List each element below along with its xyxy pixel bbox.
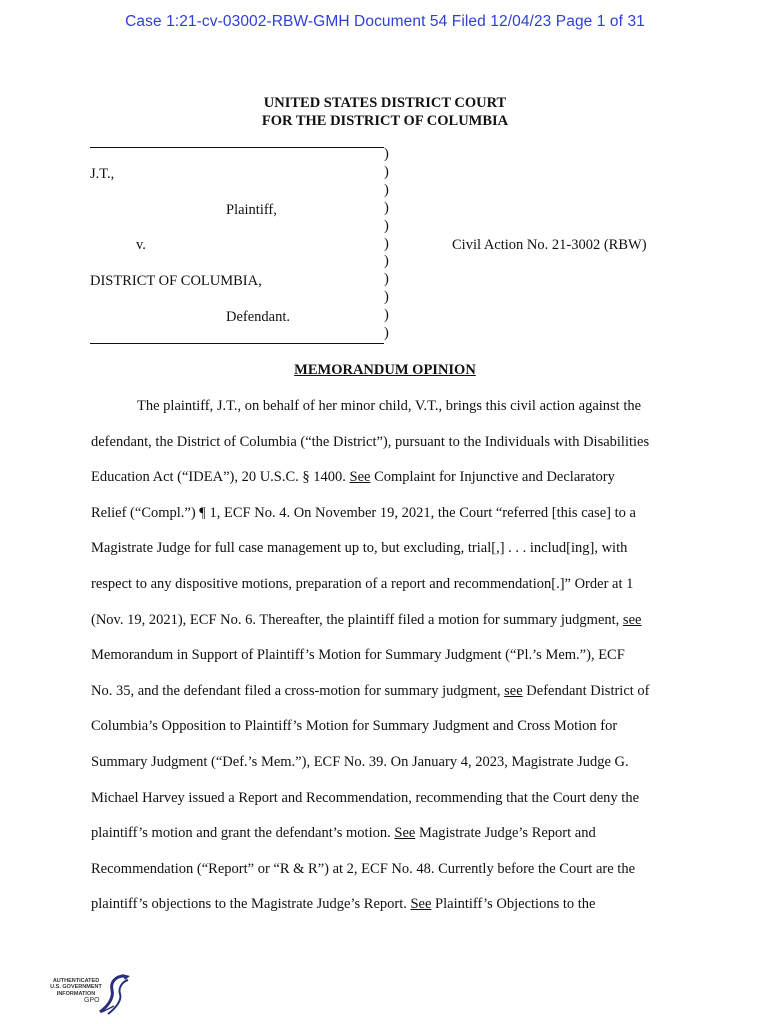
signal-word: See bbox=[394, 825, 416, 842]
body-text-segment: Summary Judgment (“Def.’s Mem.”), ECF No. 39. On January 4, 2023, Magistrate Judge G. bbox=[91, 754, 629, 770]
defendant-name: DISTRICT OF COLUMBIA, bbox=[90, 273, 262, 289]
signal-word: see bbox=[622, 611, 642, 628]
gpo-seal-line: U.S. GOVERNMENT bbox=[50, 984, 102, 991]
caption-paren: ) bbox=[384, 271, 389, 288]
body-text-segment: Complaint for Injunctive and Declaratory bbox=[370, 469, 615, 486]
plaintiff-role: Plaintiff, bbox=[226, 202, 277, 218]
caption-paren: ) bbox=[384, 181, 389, 198]
caption-bottom-rule bbox=[90, 343, 384, 344]
plaintiff-name: J.T., bbox=[90, 166, 115, 182]
versus-label: v. bbox=[136, 237, 146, 253]
defendant-role: Defendant. bbox=[226, 309, 291, 325]
caption-paren: ) bbox=[384, 199, 389, 216]
body-text-segment: Recommendation (“Report” or “R & R”) at 2, ECF No. 48. Currently before the Court are the bbox=[91, 860, 636, 877]
body-line bbox=[91, 754, 629, 771]
caption-top-rule bbox=[90, 147, 384, 148]
body-line bbox=[91, 825, 596, 842]
caption-paren: ) bbox=[384, 307, 389, 324]
body-line bbox=[91, 576, 633, 593]
caption-paren: ) bbox=[384, 289, 389, 306]
body-text-segment: Education Act (“IDEA”), 20 U.S.C. § 1400. bbox=[91, 469, 350, 486]
body-line bbox=[91, 861, 635, 878]
body-line bbox=[91, 505, 636, 522]
caption-paren-column bbox=[384, 146, 389, 343]
caption-paren: ) bbox=[384, 253, 389, 270]
signal-word: See bbox=[349, 469, 371, 486]
signal-word: see bbox=[504, 682, 523, 699]
signal-word: See bbox=[410, 896, 432, 913]
body-text-segment: Plaintiff’s Objections to the bbox=[431, 896, 596, 913]
gpo-seal-line: AUTHENTICATED bbox=[52, 978, 100, 984]
body-text-segment: The plaintiff, J.T., on behalf of her minor child, V.T., brings this civil action against the bbox=[137, 398, 642, 414]
body-line bbox=[91, 469, 615, 486]
gpo-authentication-seal bbox=[44, 972, 134, 1018]
court-title-line2: FOR THE DISTRICT OF COLUMBIA bbox=[261, 113, 509, 129]
body-text-segment: Michael Harvey issued a Report and Recommendation, recommending that the Court deny the bbox=[91, 789, 640, 806]
body-text-segment: plaintiff’s objections to the Magistrate Judge’s Report. bbox=[91, 896, 411, 913]
caption-paren: ) bbox=[384, 217, 389, 234]
caption-paren: ) bbox=[384, 146, 389, 162]
body-line bbox=[91, 647, 625, 664]
caption-paren: ) bbox=[384, 235, 389, 252]
caption-paren: ) bbox=[384, 325, 389, 342]
eagle-icon bbox=[94, 972, 134, 1018]
memorandum-heading: MEMORANDUM OPINION bbox=[294, 362, 476, 378]
civil-action-number: Civil Action No. 21-3002 (RBW) bbox=[452, 237, 647, 253]
body-line bbox=[91, 683, 650, 700]
body-text-segment: Magistrate Judge for full case management up to, but excluding, trial[,] . . . includ[ing], with bbox=[91, 540, 628, 557]
body-text-segment: Memorandum in Support of Plaintiff’s Motion for Summary Judgment (“Pl.’s Mem.”), ECF bbox=[91, 647, 625, 664]
body-line bbox=[137, 398, 641, 415]
body-text-segment: Relief (“Compl.”) ¶ 1, ECF No. 4. On November 19, 2021, the Court “referred [this case] to a bbox=[91, 504, 636, 521]
body-text-segment: respect to any dispositive motions, preparation of a report and recommendation[.]” Order at 1 bbox=[91, 576, 634, 592]
body-line bbox=[91, 612, 641, 629]
body-line bbox=[91, 434, 649, 451]
body-text-segment: No. 35, and the defendant filed a cross-motion for summary judgment, bbox=[91, 682, 505, 699]
gpo-seal-line: INFORMATION bbox=[56, 990, 96, 997]
body-text-segment: Defendant District of bbox=[522, 682, 650, 699]
body-line bbox=[91, 790, 639, 807]
caption-paren: ) bbox=[384, 163, 389, 180]
body-line bbox=[91, 718, 617, 735]
body-text-segment: plaintiff’s motion and grant the defendant’s motion. bbox=[91, 825, 395, 842]
court-title-line1: UNITED STATES DISTRICT COURT bbox=[263, 95, 507, 111]
body-line bbox=[91, 540, 627, 557]
body-line bbox=[91, 896, 595, 913]
body-text-segment: defendant, the District of Columbia (“the District”), pursuant to the Individuals with Disabilities bbox=[91, 433, 650, 450]
gpo-mark: GPO bbox=[84, 997, 100, 1004]
body-text-segment: Magistrate Judge’s Report and bbox=[415, 825, 596, 842]
body-text-segment: Columbia’s Opposition to Plaintiff’s Motion for Summary Judgment and Cross Motion for bbox=[91, 718, 618, 735]
body-text-segment: (Nov. 19, 2021), ECF No. 6. Thereafter, the plaintiff filed a motion for summary judgment, bbox=[91, 611, 623, 628]
court-title bbox=[0, 94, 770, 130]
case-header-stamp: Case 1:21-cv-03002-RBW-GMH Document 54 Filed 12/04/23 Page 1 of 31 bbox=[125, 13, 645, 30]
